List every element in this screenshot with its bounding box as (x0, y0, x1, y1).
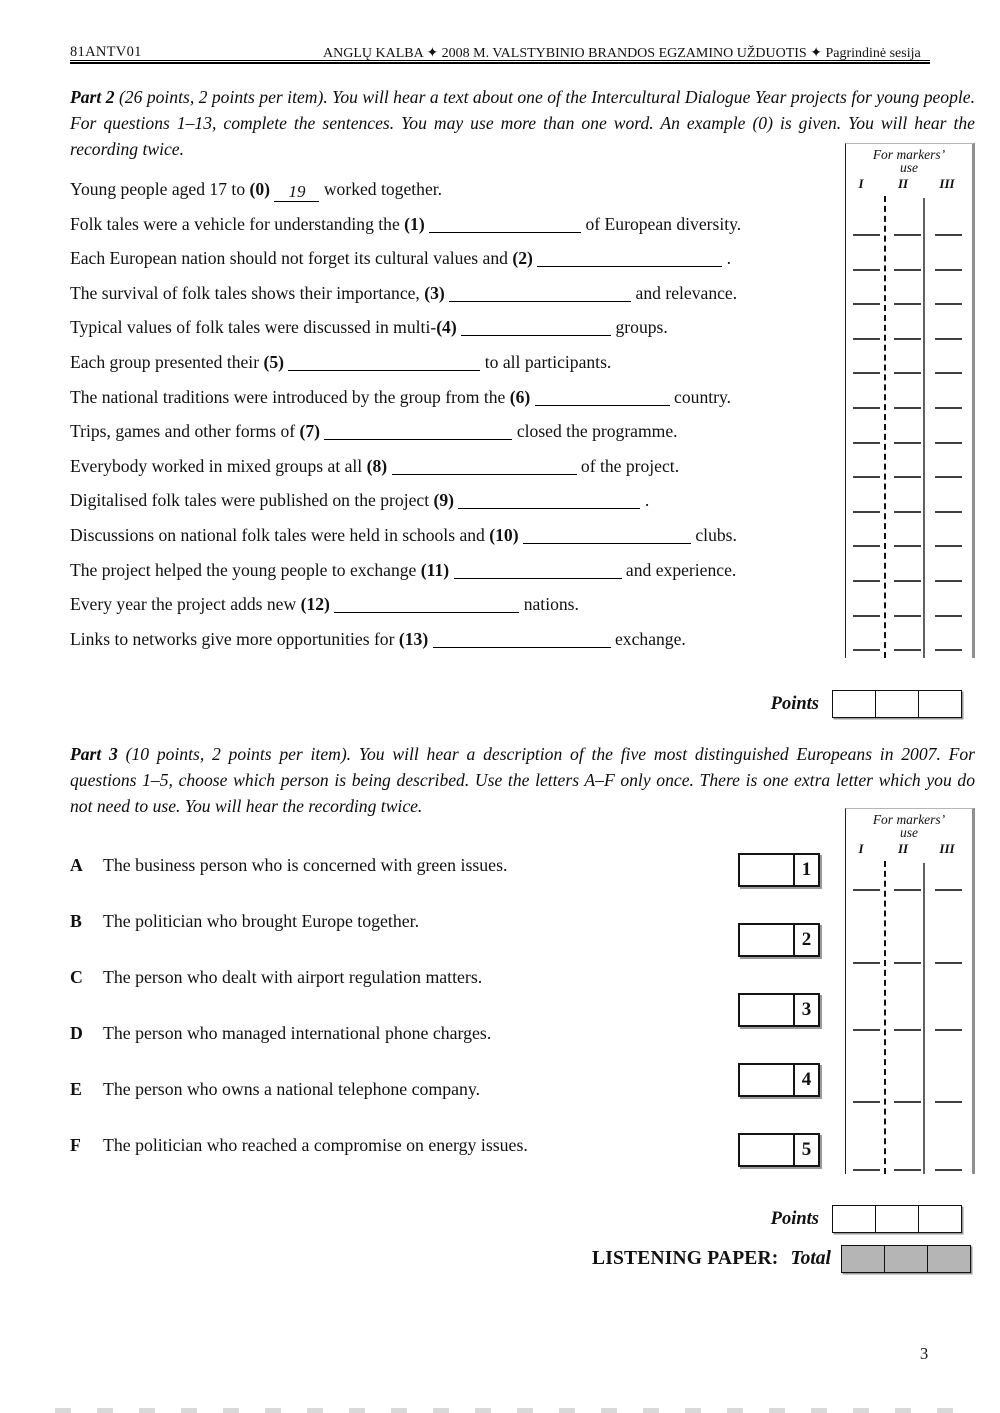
marker-dash (935, 442, 962, 444)
answer-box-5 (738, 1133, 820, 1167)
sentence-post-text: country. (669, 386, 732, 407)
marker-dash (853, 545, 880, 547)
marker-dash (894, 303, 921, 305)
markers-divider-dashed (884, 196, 886, 658)
sentence-post-text: and relevance. (631, 282, 738, 303)
part2-instructions-text: (26 points, 2 points per item). You will hear a text about one of the Intercultural Dialogue Year projects for young people. For questions 1–13, complete the sentences. You may use more than one word. An example (0) is given. You will hear the recording twice. (70, 87, 975, 159)
marker-dash (894, 511, 921, 513)
marker-dash (935, 545, 962, 547)
part2-sentence-8 (70, 449, 850, 484)
marker-dash (935, 1169, 962, 1171)
sentence-pre-text: Typical values of folk tales were discussed in multi- (70, 317, 437, 338)
part2-sentence-9 (70, 483, 850, 518)
sentence-pre-text: Each European nation should not forget its cultural values and (70, 248, 508, 269)
marker-dash (935, 234, 962, 236)
answer-blank-0[interactable]: 19 (274, 181, 319, 202)
option-text: The politician who reached a compromise on energy issues. (103, 1135, 528, 1155)
answer-box-4 (738, 1063, 820, 1097)
marker-dash (935, 1029, 962, 1031)
item-number: (12) (296, 594, 335, 615)
marker-dash (853, 649, 880, 651)
part3-label: Part 3 (70, 744, 118, 764)
points-cell (918, 691, 961, 717)
points-row-part3 (700, 1205, 962, 1233)
item-number: (13) (394, 628, 433, 649)
part2-label: Part 2 (70, 87, 115, 107)
sentence-pre-text: The survival of folk tales shows their importance, (70, 282, 420, 303)
sentence-pre-text: The project helped the young people to exchange (70, 559, 417, 580)
marker-dash (853, 442, 880, 444)
marker-dash (894, 269, 921, 271)
sentence-post-text: . (722, 248, 732, 269)
marker-dash (935, 889, 962, 891)
answer-blank-11[interactable] (454, 564, 622, 579)
answer-blank-3[interactable] (449, 287, 631, 302)
points-label: Points (770, 693, 819, 714)
markers-col-2: II (897, 176, 909, 191)
marker-dash (894, 962, 921, 964)
points-cell (918, 1206, 961, 1232)
answer-blank-6[interactable] (535, 391, 670, 406)
answer-box-3 (738, 993, 820, 1027)
part2-sentence-5 (70, 345, 850, 380)
markers-title: For markers’ (872, 147, 946, 162)
part3-option-F (70, 1135, 730, 1191)
sentence-post-text: and experience. (621, 559, 737, 580)
option-letter: B (70, 911, 82, 931)
option-letter: E (70, 1079, 82, 1099)
sentence-pre-text: Discussions on national folk tales were held in schools and (70, 524, 485, 545)
answer-blank-12[interactable] (334, 598, 519, 613)
part2-sentence-10 (70, 518, 850, 553)
answer-box-number: 5 (801, 1139, 812, 1160)
marker-dash (935, 580, 962, 582)
header-double-rule (70, 60, 930, 64)
answer-blank-5[interactable] (288, 356, 480, 371)
total-cell (927, 1246, 970, 1272)
option-letter: F (70, 1135, 81, 1155)
part2-sentence-4 (70, 310, 850, 345)
part2-sentence-6 (70, 380, 850, 415)
answer-box-number: 4 (801, 1069, 812, 1090)
total-cell (842, 1246, 884, 1272)
marker-dash (853, 372, 880, 374)
part2-sentence-13 (70, 622, 850, 657)
marker-dash (894, 407, 921, 409)
sentence-post-text: of European diversity. (581, 213, 742, 234)
markers-box-part2 (845, 143, 975, 658)
answer-box-number: 2 (801, 929, 812, 950)
marker-dash (894, 889, 921, 891)
sentence-post-text: groups. (611, 317, 668, 338)
marker-dash (894, 338, 921, 340)
marker-dash (853, 476, 880, 478)
answer-blank-1[interactable] (429, 218, 581, 233)
answer-box-blank[interactable] (740, 1135, 795, 1165)
answer-box-blank[interactable] (740, 855, 795, 885)
item-number: (8) (362, 455, 392, 476)
sentence-post-text: worked together. (319, 179, 443, 199)
markers-columns (846, 176, 972, 194)
marker-dash (853, 580, 880, 582)
part3-option-C (70, 967, 730, 1023)
sentence-post-text: . (640, 490, 650, 511)
answer-blank-8[interactable] (392, 460, 577, 475)
part2-sentence-12 (70, 587, 850, 622)
marker-dash (894, 580, 921, 582)
markers-divider-solid (923, 863, 925, 1174)
marker-dash (853, 1169, 880, 1171)
answer-blank-10[interactable] (523, 529, 691, 544)
marker-dash (935, 1101, 962, 1103)
item-number: (2) (507, 248, 538, 269)
answer-box-number: 1 (801, 859, 812, 880)
marker-dash (935, 338, 962, 340)
markers-title-2: use (900, 825, 918, 840)
marker-dash (894, 615, 921, 617)
item-number: (9) (429, 490, 459, 511)
marker-dash (935, 372, 962, 374)
item-number: (1) (399, 213, 430, 234)
answer-blank-9[interactable] (458, 494, 640, 509)
marker-dash (894, 1169, 921, 1171)
answer-box-2 (738, 923, 820, 957)
markers-col-1: I (858, 841, 864, 856)
marker-dash (935, 962, 962, 964)
option-letter: A (70, 855, 83, 875)
item-number: (10) (484, 524, 523, 545)
marker-dash (853, 889, 880, 891)
item-number: (5) (259, 351, 289, 372)
sentence-pre-text: Folk tales were a vehicle for understanding the (70, 213, 400, 234)
part2-sentence-3 (70, 276, 850, 311)
marker-dash (894, 234, 921, 236)
part2-instructions (70, 84, 975, 162)
answer-blank-2[interactable] (537, 252, 722, 267)
listening-total-row (592, 1245, 971, 1273)
item-number: (0) (245, 179, 275, 199)
marker-dash (935, 303, 962, 305)
marker-dash (894, 1029, 921, 1031)
part3-options (70, 855, 730, 1191)
marker-dash (853, 962, 880, 964)
answer-box-number: 3 (801, 999, 812, 1020)
marker-dash (853, 234, 880, 236)
sentence-pre-text: Trips, games and other forms of (70, 421, 296, 442)
points-cell (833, 691, 875, 717)
item-number: (6) (505, 386, 535, 407)
sentence-post-text: closed the programme. (512, 421, 678, 442)
listening-paper-label: LISTENING PAPER: (592, 1248, 779, 1269)
marker-dash (935, 615, 962, 617)
part2-sentence-1 (70, 207, 850, 242)
markers-col-2: II (897, 841, 909, 856)
markers-title: For markers’ (872, 812, 946, 827)
marker-dash (894, 649, 921, 651)
sentence-pre-text: Links to networks give more opportunities for (70, 628, 395, 649)
option-text: The politician who brought Europe together. (103, 911, 420, 931)
marker-dash (853, 269, 880, 271)
option-text: The business person who is concerned with green issues. (103, 855, 508, 875)
marker-dash (894, 442, 921, 444)
marker-dash (853, 338, 880, 340)
item-number: (7) (295, 421, 325, 442)
answer-box-1 (738, 853, 820, 887)
points-box (832, 1205, 962, 1233)
marker-dash (894, 545, 921, 547)
part2-sentence-2 (70, 241, 850, 276)
marker-dash (853, 303, 880, 305)
part3-option-E (70, 1079, 730, 1135)
markers-box-part3 (845, 808, 975, 1174)
marker-dash (894, 1101, 921, 1103)
marker-dash (853, 1101, 880, 1103)
part2-sentence-7 (70, 414, 850, 449)
marker-dash (853, 615, 880, 617)
item-number: (3) (419, 282, 450, 303)
total-box (841, 1245, 971, 1273)
markers-col-1: I (858, 176, 864, 191)
markers-columns (846, 841, 972, 859)
answer-box-blank[interactable] (740, 925, 795, 955)
sentence-post-text: clubs. (690, 524, 737, 545)
answer-blank-7[interactable] (324, 425, 512, 440)
part3-option-A (70, 855, 730, 911)
option-letter: C (70, 967, 83, 987)
sentence-pre-text: Digitalised folk tales were published on the project (70, 490, 430, 511)
part2-sentences (70, 172, 850, 656)
option-text: The person who dealt with airport regulation matters. (103, 967, 483, 987)
total-cell (884, 1246, 927, 1272)
points-cell (875, 691, 918, 717)
part2-sentence-11 (70, 553, 850, 588)
markers-divider-solid (923, 198, 925, 658)
part2-sentence-0 (70, 172, 850, 207)
sentence-post-text: exchange. (610, 628, 686, 649)
markers-divider-dashed (884, 861, 886, 1174)
header-title: ANGLŲ KALBA ✦ 2008 M. VALSTYBINIO BRANDOS EGZAMINO UŽDUOTIS ✦ Pagrindinė sesija (323, 46, 921, 61)
points-label: Points (770, 1208, 819, 1229)
marker-dash (935, 407, 962, 409)
option-text: The person who managed international phone charges. (103, 1023, 492, 1043)
total-label: Total (790, 1248, 831, 1269)
sentence-post-text: to all participants. (480, 351, 612, 372)
marker-dash (935, 649, 962, 651)
answer-box-blank[interactable] (740, 995, 795, 1025)
marker-dash (935, 476, 962, 478)
sentence-pre-text: Young people aged 17 to (70, 179, 246, 199)
marker-dash (853, 1029, 880, 1031)
part3-option-B (70, 911, 730, 967)
part3-instructions (70, 741, 975, 819)
item-number: (11) (416, 559, 454, 580)
marker-dash (935, 269, 962, 271)
markers-col-3: III (939, 176, 955, 191)
points-cell (875, 1206, 918, 1232)
answer-blank-4[interactable] (461, 321, 611, 336)
part3-option-D (70, 1023, 730, 1079)
answer-blank-13[interactable] (433, 633, 611, 648)
option-text: The person who owns a national telephone company. (103, 1079, 481, 1099)
header-code: 81ANTV01 (70, 44, 142, 60)
marker-dash (894, 476, 921, 478)
points-box (832, 690, 962, 718)
sentence-post-text: of the project. (576, 455, 680, 476)
page-number: 3 (920, 1344, 929, 1363)
sentence-pre-text: Each group presented their (70, 351, 260, 372)
cutoff-text-artifact (55, 1408, 965, 1413)
marker-dash (935, 511, 962, 513)
markers-title-2: use (900, 160, 918, 175)
sentence-pre-text: The national traditions were introduced by the group from the (70, 386, 506, 407)
marker-dash (853, 407, 880, 409)
points-cell (833, 1206, 875, 1232)
part3-instructions-text: (10 points, 2 points per item). You will hear a description of the five most distinguished Europeans in 2007. For questions 1–5, choose which person is being described. Use the letters A–F only once. There is one extra letter which you do not need to use. You will hear the recording twice. (70, 744, 975, 816)
sentence-pre-text: Every year the project adds new (70, 594, 297, 615)
marker-dash (894, 372, 921, 374)
sentence-post-text: nations. (519, 594, 579, 615)
points-row-part2 (700, 690, 962, 718)
answer-box-blank[interactable] (740, 1065, 795, 1095)
marker-dash (853, 511, 880, 513)
markers-col-3: III (939, 841, 955, 856)
sentence-pre-text: Everybody worked in mixed groups at all (70, 455, 363, 476)
option-letter: D (70, 1023, 83, 1043)
item-number: (4) (436, 317, 462, 338)
